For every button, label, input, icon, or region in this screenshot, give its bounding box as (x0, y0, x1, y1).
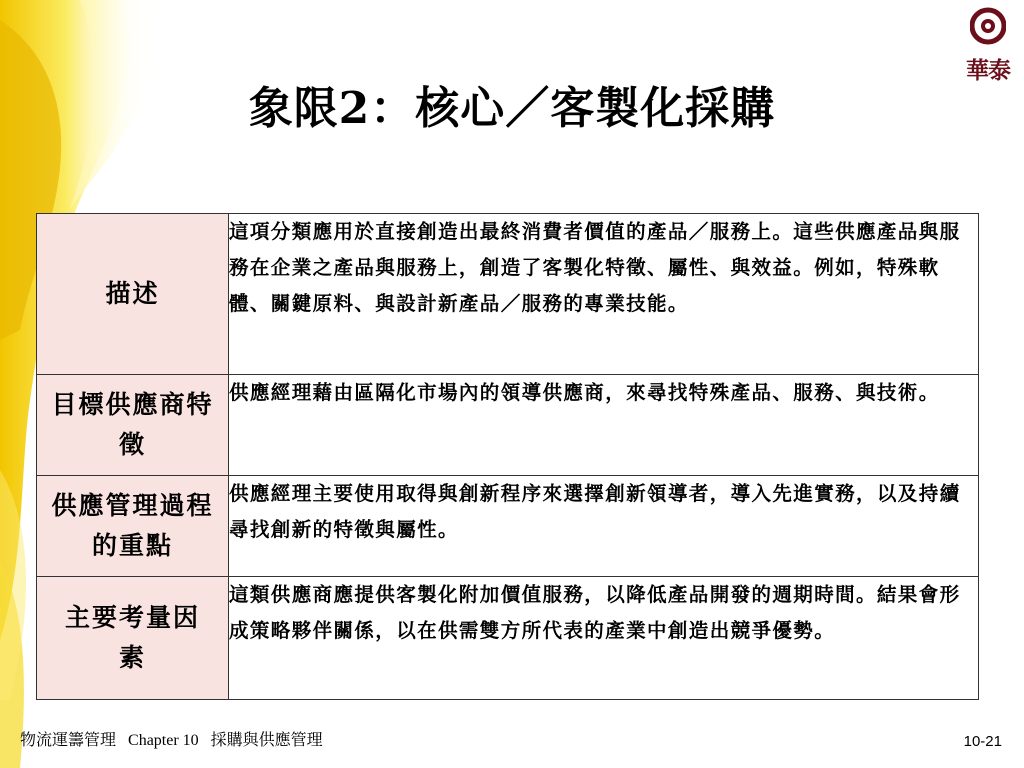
footer-chapter: Chapter 10 (128, 732, 199, 749)
row-label (37, 577, 229, 700)
table-row (37, 476, 979, 577)
page-number: 10-21 (963, 733, 1002, 750)
footer-chapter-title: 採購與供應管理 (210, 732, 323, 749)
row-label-text: 供應管理過程的重點 (51, 491, 214, 560)
footer-course: 物流運籌管理 (20, 732, 117, 749)
slide-title: 象限2：核心／客製化採購 (248, 83, 776, 134)
table-row (37, 375, 979, 476)
row-label-text: 目標供應商特徵 (51, 390, 214, 459)
table-row (37, 577, 979, 700)
row-content: 這項分類應用於直接創造出最終消費者價值的產品／服務上。這些供應產品與服務在企業之產品與服務上，創造了客製化特徵、屬性、與效益。例如，特殊軟體、關鍵原料、與設計新產品／服務的專業技能。 (229, 214, 979, 375)
row-label-text: 描述 (105, 279, 160, 308)
table-row (37, 214, 979, 375)
logo-text: 華泰 (966, 58, 1010, 84)
row-content: 供應經理藉由區隔化市場內的領導供應商，來尋找特殊產品、服務、與技術。 (229, 375, 979, 476)
quadrant-table (36, 213, 979, 700)
row-label (37, 476, 229, 577)
row-content: 這類供應商應提供客製化附加價值服務，以降低產品開發的週期時間。結果會形成策略夥伴關係，以在供需雙方所代表的產業中創造出競爭優勢。 (229, 577, 979, 700)
logo-rings-icon (970, 6, 1006, 50)
row-label (37, 375, 229, 476)
row-content: 供應經理主要使用取得與創新程序來選擇創新領導者，導入先進實務，以及持續尋找創新的特徵與屬性。 (229, 476, 979, 577)
row-label (37, 214, 229, 375)
footer-course-info (20, 727, 323, 750)
row-label-text: 主要考量因素 (64, 603, 200, 672)
